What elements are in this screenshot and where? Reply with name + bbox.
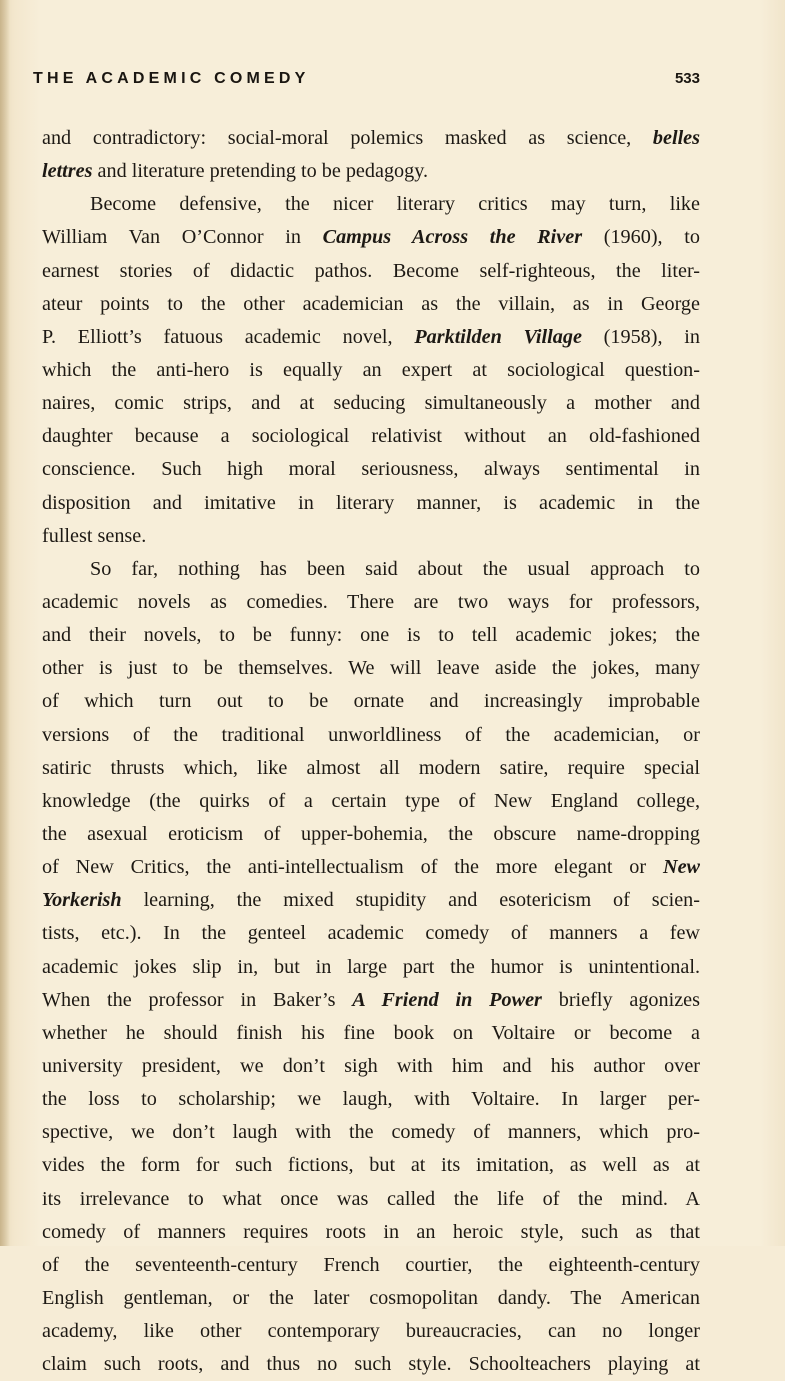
text-line bbox=[42, 652, 700, 685]
text-line bbox=[42, 122, 700, 155]
text-segment: versions of the traditional unworldliness of the academician, or bbox=[42, 723, 700, 746]
text-segment: university president, we don’t sigh with him and his author over bbox=[42, 1054, 700, 1077]
text-segment: briefly agonizes bbox=[541, 988, 700, 1011]
text-line bbox=[42, 1149, 700, 1182]
text-segment: knowledge (the quirks of a certain type of New England college, bbox=[42, 789, 700, 812]
text-segment: other is just to be themselves. We will leave aside the jokes, many bbox=[42, 657, 700, 680]
text-line bbox=[42, 1315, 700, 1348]
text-segment: of New Critics, the anti-intellectualism of the more elegant or bbox=[42, 856, 663, 879]
text-line bbox=[42, 553, 700, 586]
text-segment: disposition and imitative in literary manner, is academic in the bbox=[42, 491, 700, 514]
text-line bbox=[42, 1050, 700, 1083]
text-segment: P. Elliott’s fatuous academic novel, bbox=[42, 325, 415, 348]
text-line bbox=[42, 818, 700, 851]
text-line bbox=[42, 1116, 700, 1149]
text-segment: satiric thrusts which, like almost all modern satire, require special bbox=[42, 756, 700, 779]
text-line bbox=[42, 1183, 700, 1216]
text-line bbox=[42, 1249, 700, 1282]
text-line bbox=[42, 155, 700, 188]
text-segment: claim such roots, and thus no such style. Schoolteachers playing at bbox=[42, 1353, 700, 1376]
text-line bbox=[42, 188, 700, 221]
text-line bbox=[42, 520, 700, 553]
text-segment: comedy of manners requires roots in an heroic style, such as that bbox=[42, 1220, 700, 1243]
text-segment: conscience. Such high moral seriousness, always sentimental in bbox=[42, 458, 700, 481]
text-segment: academic jokes slip in, but in large part the humor is unintentional. bbox=[42, 955, 700, 978]
text-line bbox=[42, 619, 700, 652]
text-segment: naires, comic strips, and at seducing simultaneously a mother and bbox=[42, 392, 700, 415]
text-line bbox=[42, 951, 700, 984]
page-header bbox=[33, 70, 700, 94]
text-segment: academy, like other contemporary bureaucracies, can no longer bbox=[42, 1320, 700, 1343]
gutter-shadow bbox=[0, 0, 10, 1246]
text-line bbox=[42, 1348, 700, 1381]
text-segment: earnest stories of didactic pathos. Become self-righteous, the liter- bbox=[42, 259, 700, 282]
text-line bbox=[42, 685, 700, 718]
text-line bbox=[42, 255, 700, 288]
text-segment: and contradictory: social-moral polemics masked as science, bbox=[42, 127, 653, 149]
text-segment: spective, we don’t laugh with the comedy of manners, which pro- bbox=[42, 1121, 700, 1144]
text-segment: tists, etc.). In the genteel academic comedy of manners a few bbox=[42, 922, 700, 945]
text-segment: So far, nothing has been said about the usual approach to bbox=[90, 557, 700, 580]
text-line bbox=[42, 1216, 700, 1249]
text-line bbox=[42, 1017, 700, 1050]
text-line bbox=[42, 387, 700, 420]
page-number: 533 bbox=[674, 70, 700, 87]
text-segment: of the seventeenth-century French courtier, the eighteenth-century bbox=[42, 1253, 700, 1276]
text-segment: and literature pretending to be pedagogy. bbox=[92, 160, 429, 183]
text-line bbox=[42, 1083, 700, 1116]
text-segment: of which turn out to be ornate and increasingly improbable bbox=[42, 690, 700, 713]
text-segment: When the professor in Baker’s bbox=[42, 988, 353, 1011]
text-segment: fullest sense. bbox=[42, 524, 147, 547]
text-segment: the asexual eroticism of upper-bohemia, the obscure name-dropping bbox=[42, 822, 700, 845]
text-segment: English gentleman, or the later cosmopolitan dandy. The American bbox=[42, 1286, 700, 1309]
text-segment: William Van O’Connor in bbox=[42, 226, 323, 249]
text-line bbox=[42, 453, 700, 486]
text-line bbox=[42, 221, 700, 254]
italic-title: New bbox=[662, 856, 700, 879]
text-line bbox=[42, 487, 700, 520]
text-segment: which the anti-hero is equally an expert at sociological question- bbox=[42, 358, 700, 381]
text-line bbox=[42, 884, 700, 917]
text-line bbox=[42, 354, 700, 387]
italic-title: lettres bbox=[42, 160, 93, 183]
text-line bbox=[42, 719, 700, 752]
italic-title: Campus Across the River bbox=[322, 226, 583, 249]
text-segment: daughter because a sociological relativist without an old-fashioned bbox=[42, 425, 700, 448]
italic-title: Parktilden Village bbox=[414, 325, 582, 348]
running-head: THE ACADEMIC COMEDY bbox=[33, 70, 310, 87]
italic-title: Yorkerish bbox=[42, 889, 122, 912]
text-line bbox=[42, 752, 700, 785]
text-line bbox=[42, 851, 700, 884]
body-text bbox=[42, 122, 700, 1381]
text-segment: vides the form for such fictions, but at its imitation, as well as at bbox=[42, 1154, 700, 1177]
italic-title: belles bbox=[652, 127, 700, 149]
text-line bbox=[42, 785, 700, 818]
text-line bbox=[42, 420, 700, 453]
text-segment: whether he should finish his fine book on Voltaire or become a bbox=[42, 1021, 700, 1044]
text-line bbox=[42, 984, 700, 1017]
text-line bbox=[42, 321, 700, 354]
text-line bbox=[42, 917, 700, 950]
text-segment: the loss to scholarship; we laugh, with Voltaire. In larger per- bbox=[42, 1088, 700, 1111]
text-line bbox=[42, 586, 700, 619]
text-segment: its irrelevance to what once was called the life of the mind. A bbox=[42, 1187, 700, 1210]
text-segment: ateur points to the other academician as the villain, as in George bbox=[42, 292, 700, 315]
text-segment: (1960), to bbox=[582, 226, 700, 249]
text-segment: academic novels as comedies. There are two ways for professors, bbox=[42, 590, 700, 613]
italic-title: A Friend in Power bbox=[352, 988, 542, 1011]
text-segment: (1958), in bbox=[581, 325, 701, 348]
text-segment: and their novels, to be funny: one is to tell academic jokes; the bbox=[42, 624, 700, 647]
text-line bbox=[42, 1282, 700, 1315]
text-segment: Become defensive, the nicer literary critics may turn, like bbox=[90, 193, 700, 216]
text-line bbox=[42, 288, 700, 321]
text-segment: learning, the mixed stupidity and esotericism of scien- bbox=[121, 889, 700, 912]
